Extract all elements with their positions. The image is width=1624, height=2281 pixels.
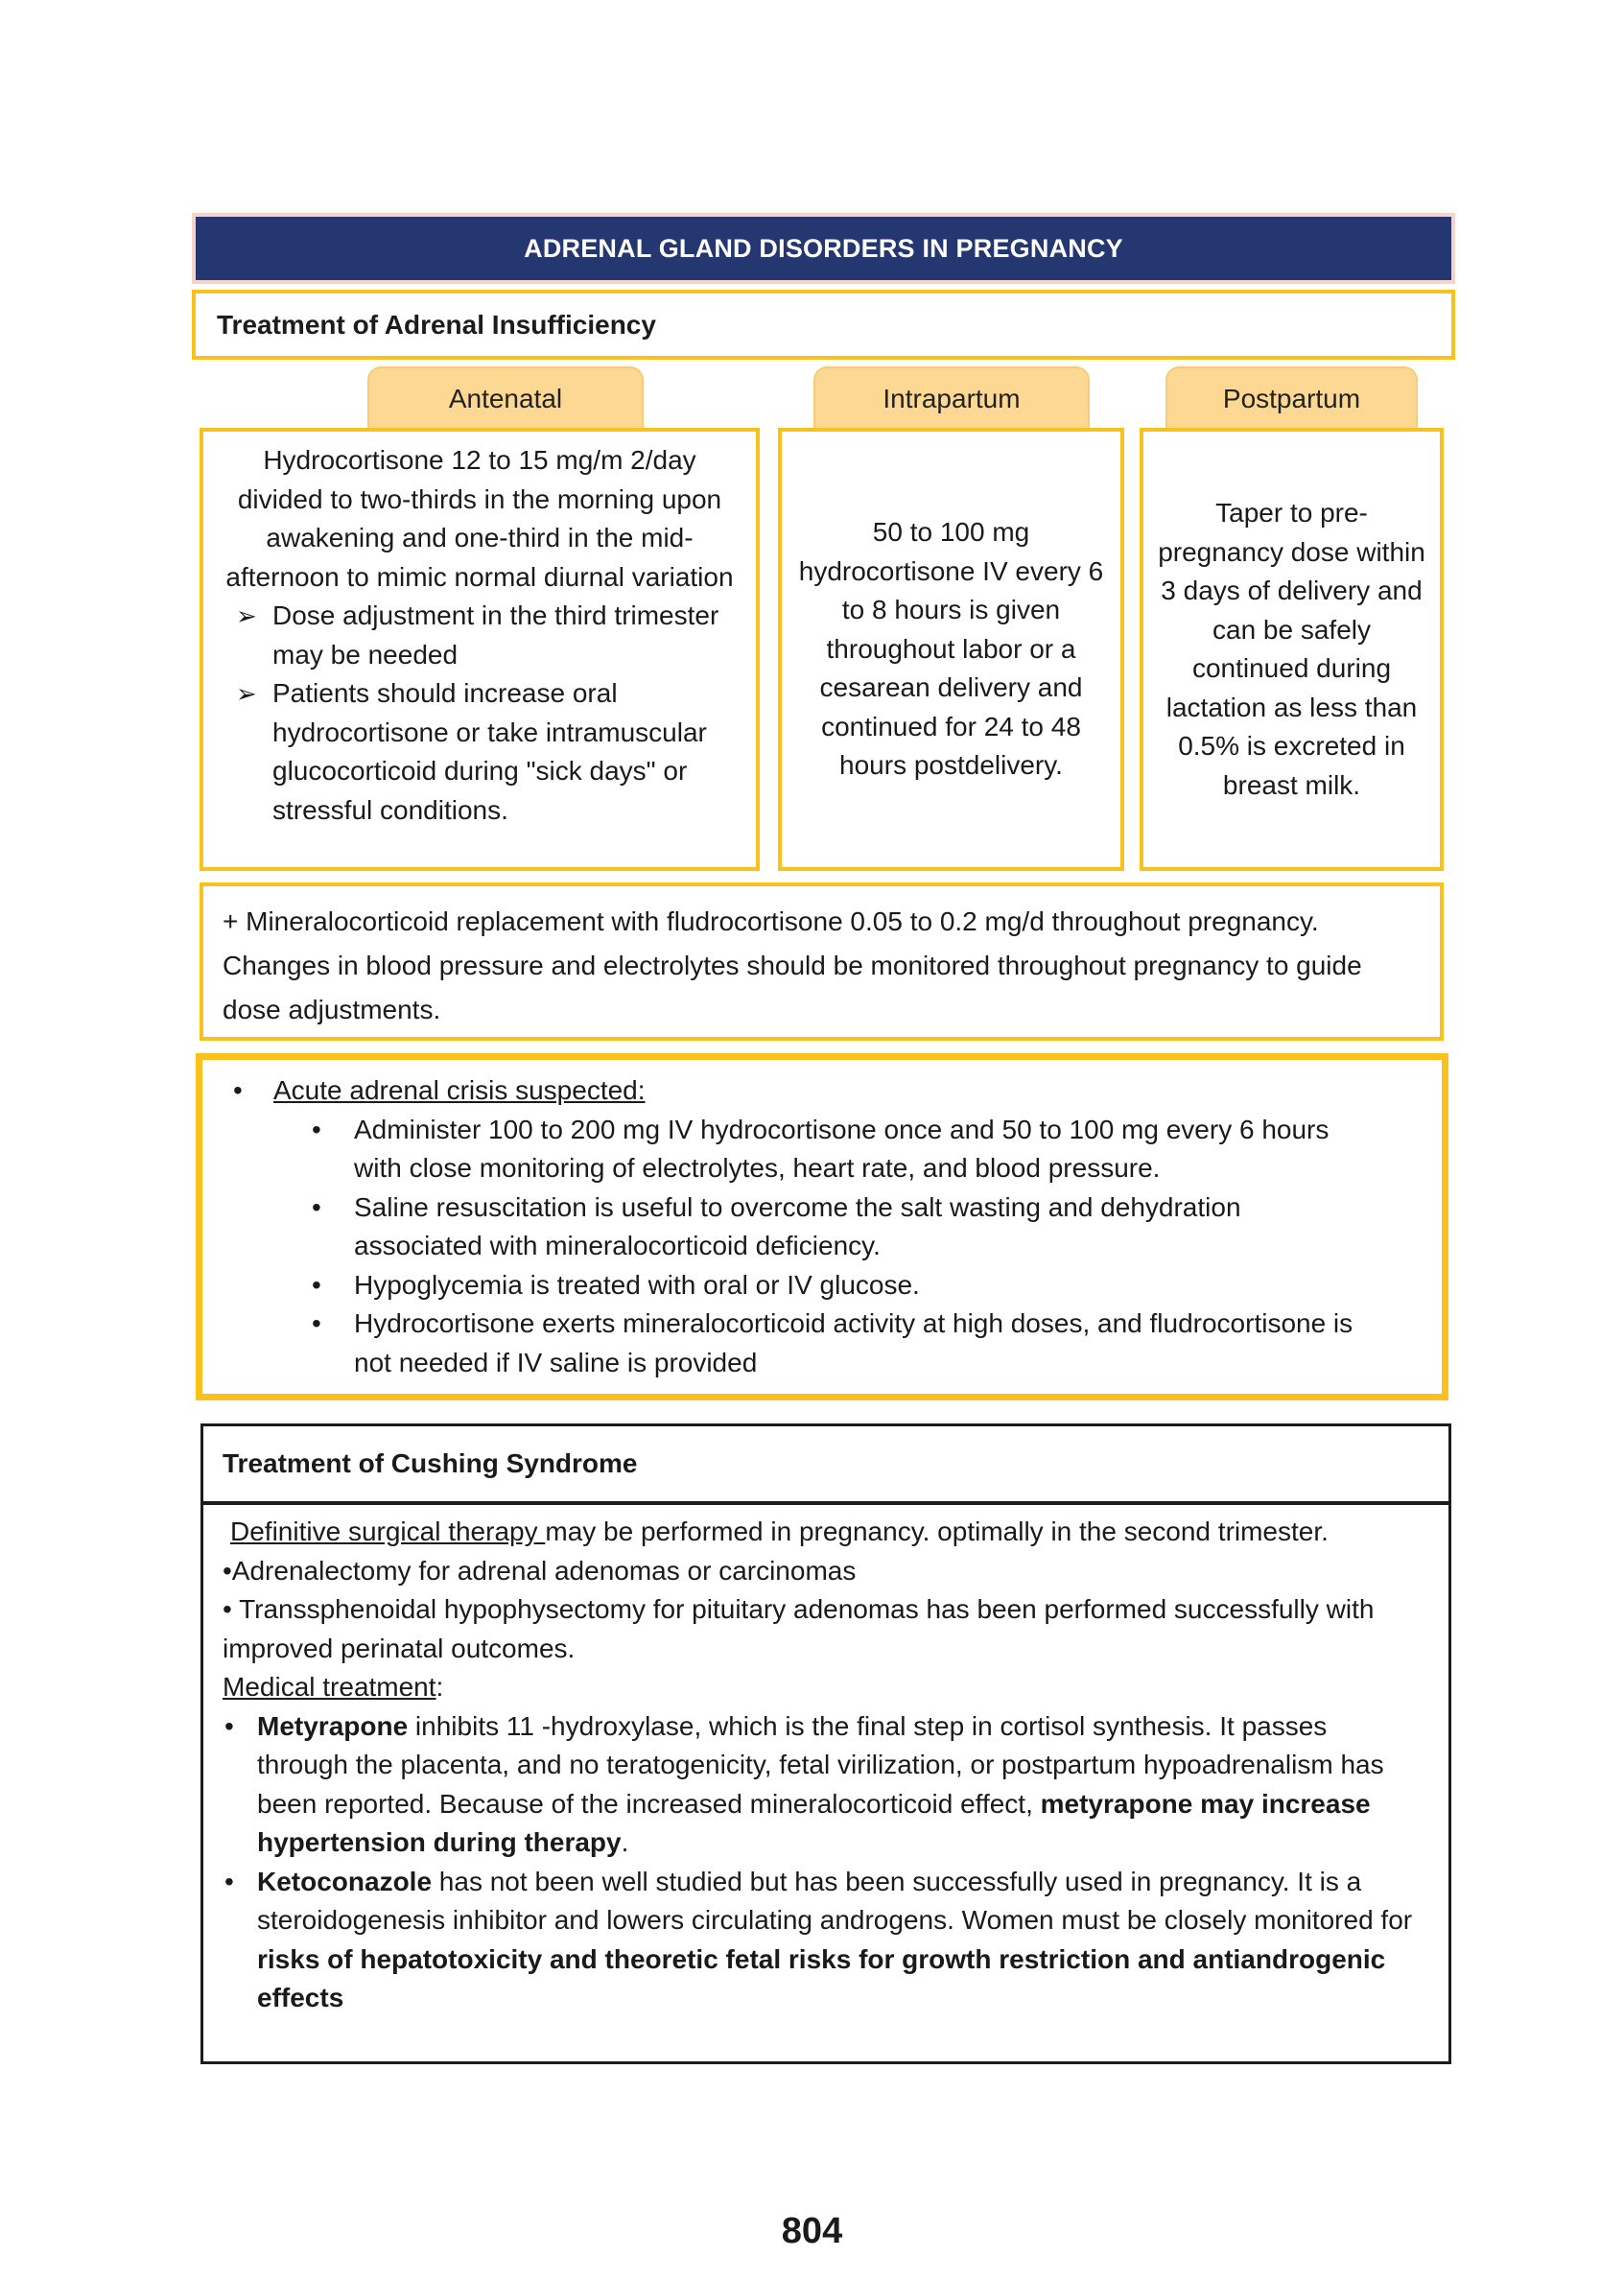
intrapartum-text: 50 to 100 mg hydrocortisone IV every 6 to 8 hours is given throughout labor or a cesarean delivery and continued for 24 to 48 hours postdelivery. <box>798 517 1104 781</box>
antenatal-bullet-list <box>223 597 756 830</box>
list-item-text: Hydrocortisone exerts mineralocorticoid activity at high doses, and fludrocortisone is not needed if IV saline is provided <box>354 1308 1353 1377</box>
section-heading: Treatment of Adrenal Insufficiency <box>217 309 656 340</box>
list-item-text: Administer 100 to 200 mg IV hydrocortisone once and 50 to 100 mg every 6 hours with close monitoring of electrolytes, heart rate, and blood pressure. <box>354 1114 1330 1183</box>
colon: : <box>435 1672 444 1702</box>
page-number: 804 <box>781 2211 843 2251</box>
list-item <box>216 1111 1423 1188</box>
bullet-icon: • <box>224 1710 234 1741</box>
list-item-text: Hypoglycemia is treated with oral or IV glucose. <box>354 1269 920 1300</box>
list-item-text: Patients should increase oral hydrocortisone or take intramuscular glucocorticoid during "sick days" or stressful conditions. <box>272 678 707 825</box>
antenatal-lead-text: Hydrocortisone 12 to 15 mg/m 2/day divided to two-thirds in the morning upon awakening and one-third in the mid-afternoon to mimic normal diurnal variation <box>225 445 734 592</box>
drug-warning: risks of hepatotoxicity and theoretic fetal risks for growth restriction and antiandrogenic effects <box>257 1943 1386 2012</box>
surgical-therapy-paragraph <box>223 1513 1425 1552</box>
tab-label: Postpartum <box>1222 384 1361 413</box>
list-item-metyrapone <box>223 1707 1425 1863</box>
cushing-body <box>203 1505 1448 2018</box>
cushing-section <box>200 1423 1451 2064</box>
intrapartum-panel <box>778 428 1124 871</box>
adrenal-crisis-box <box>196 1053 1448 1400</box>
bullet-icon: • <box>224 1866 234 1896</box>
bullet-icon: • <box>312 1308 321 1338</box>
crisis-list <box>216 1111 1423 1383</box>
drug-name: Metyrapone <box>257 1710 409 1741</box>
arrow-bullet-icon: ➢ <box>236 601 257 630</box>
postpartum-text: Taper to pre-pregnancy dose within 3 days of delivery and can be safely continued during lactation as less than 0.5% is excreted in breast milk. <box>1158 498 1425 800</box>
tab-intrapartum <box>813 366 1090 430</box>
arrow-bullet-icon: ➢ <box>236 679 257 708</box>
tab-label: Antenatal <box>448 384 563 413</box>
drug-name: Ketoconazole <box>257 1866 433 1896</box>
list-item-text: Saline resuscitation is useful to overcome the salt wasting and dehydration associated with mineralocorticoid deficiency. <box>354 1191 1241 1260</box>
page-title-banner <box>192 213 1455 284</box>
surgical-therapy-label: Definitive surgical therapy <box>230 1517 546 1546</box>
bullet-icon: • <box>312 1269 321 1300</box>
crisis-heading-item <box>216 1071 1423 1111</box>
section-title-adrenal-insufficiency <box>192 290 1455 360</box>
mineralocorticoid-note <box>200 882 1444 1041</box>
drug-warning: metyrapone may increase hypertension during therapy <box>257 1788 1371 1857</box>
drug-text: inhibits 11 -hydroxylase, which is the final step in cortisol synthesis. It passes through the placenta, and no teratogenicity, fetal virilization, or postpartum hypoadrenalism has been reported. Because of the increased mineralocorticoid effect, <box>257 1710 1384 1819</box>
postpartum-panel <box>1140 428 1444 871</box>
transsphenoidal-item: • Transsphenoidal hypophysectomy for pituitary adenomas has been performed successfully with improved perinatal outcomes. <box>223 1594 1375 1663</box>
adrenalectomy-item: •Adrenalectomy for adrenal adenomas or carcinomas <box>223 1555 857 1586</box>
page-title: ADRENAL GLAND DISORDERS IN PREGNANCY <box>524 233 1123 263</box>
period: . <box>621 1827 629 1857</box>
mineralocorticoid-text: + Mineralocorticoid replacement with fludrocortisone 0.05 to 0.2 mg/d throughout pregnancy. Changes in blood pressure and electrolytes should be monitored throughout pregnancy to guide dose adjustments. <box>223 906 1362 1024</box>
antenatal-panel <box>200 428 760 871</box>
bullet-icon: • <box>312 1191 321 1222</box>
section-heading: Treatment of Cushing Syndrome <box>223 1448 638 1478</box>
list-item-text: Dose adjustment in the third trimester may be needed <box>272 600 719 670</box>
list-item <box>223 674 756 830</box>
medical-treatment-list <box>223 1707 1425 2018</box>
list-item <box>216 1266 1423 1305</box>
cushing-header <box>203 1426 1448 1505</box>
bullet-icon: • <box>312 1114 321 1144</box>
bullet-icon: • <box>233 1075 243 1105</box>
list-item-ketoconazole <box>223 1863 1425 2018</box>
crisis-heading: Acute adrenal crisis suspected: <box>273 1075 646 1105</box>
list-item <box>223 597 756 674</box>
list-item <box>216 1305 1423 1382</box>
surgical-therapy-text: may be performed in pregnancy. optimally in the second trimester. <box>545 1517 1329 1546</box>
tab-label: Intrapartum <box>883 384 1021 413</box>
list-item <box>216 1188 1423 1266</box>
tab-antenatal <box>367 366 644 430</box>
drug-text: has not been well studied but has been successfully used in pregnancy. It is a steroidogenesis inhibitor and lowers circulating androgens. Women must be closely monitored for <box>257 1866 1413 1935</box>
tab-postpartum <box>1165 366 1418 430</box>
medical-treatment-heading <box>223 1668 1425 1707</box>
medical-treatment-label: Medical treatment <box>223 1672 436 1702</box>
